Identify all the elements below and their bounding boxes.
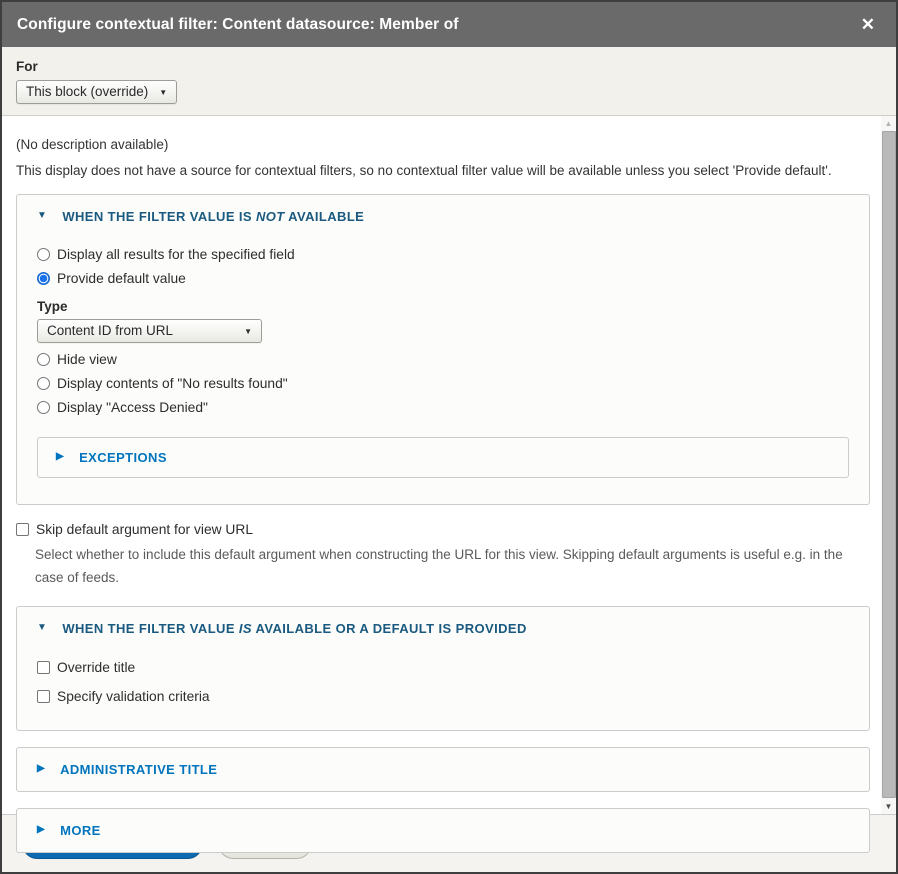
fieldset-exceptions-heading: EXCEPTIONS bbox=[79, 450, 167, 465]
radio-icon[interactable] bbox=[37, 401, 50, 414]
fieldset-more-summary[interactable] bbox=[17, 809, 869, 852]
fieldset-exceptions bbox=[37, 437, 849, 478]
fieldset-available bbox=[16, 606, 870, 731]
vertical-scrollbar[interactable] bbox=[881, 116, 896, 814]
type-label: Type bbox=[37, 299, 68, 314]
radio-hide-view[interactable] bbox=[37, 352, 849, 367]
for-select-value: This block (override) bbox=[26, 84, 149, 99]
caret-right-icon: ▶ bbox=[37, 823, 46, 835]
checkbox-label[interactable]: Skip default argument for view URL bbox=[36, 522, 254, 537]
dialog-title: Configure contextual filter: Content datasource: Member of bbox=[17, 15, 459, 33]
checkbox-specify-validation[interactable] bbox=[37, 689, 849, 704]
radio-icon[interactable] bbox=[37, 248, 50, 261]
radio-display-access-denied[interactable] bbox=[37, 400, 849, 415]
fieldset-not-available-heading: WHEN THE FILTER VALUE IS NOT AVAILABLE bbox=[62, 209, 365, 224]
radio-label[interactable]: Display contents of "No results found" bbox=[57, 376, 288, 391]
fieldset-available-heading: WHEN THE FILTER VALUE IS AVAILABLE OR A DEFAULT IS PROVIDED bbox=[62, 620, 527, 636]
caret-down-icon: ▼ bbox=[37, 210, 48, 221]
radio-provide-default-value[interactable] bbox=[37, 271, 849, 286]
checkbox-label[interactable]: Override title bbox=[57, 659, 136, 675]
radio-checked-icon[interactable] bbox=[37, 272, 50, 285]
skip-default-section bbox=[16, 522, 870, 590]
radio-label[interactable]: Provide default value bbox=[57, 271, 186, 286]
radio-display-all-results[interactable] bbox=[37, 247, 849, 262]
for-section bbox=[2, 47, 896, 116]
close-icon[interactable]: ✕ bbox=[860, 15, 875, 34]
radio-icon[interactable] bbox=[37, 353, 50, 366]
scroll-down-icon[interactable]: ▼ bbox=[884, 802, 893, 811]
fieldset-administrative-title-heading: ADMINISTRATIVE TITLE bbox=[60, 761, 218, 777]
checkbox-skip-default-argument[interactable] bbox=[16, 522, 870, 537]
checkbox-icon[interactable] bbox=[16, 523, 29, 536]
fieldset-not-available-body bbox=[17, 247, 869, 504]
for-label: For bbox=[16, 59, 38, 74]
caret-right-icon: ▶ bbox=[56, 451, 65, 462]
skip-default-description: Select whether to include this default argument when constructing the URL for this view. Skipping default arguments is useful e.g. in the case of feeds. bbox=[35, 547, 843, 585]
fieldset-administrative-title-summary[interactable] bbox=[17, 748, 869, 791]
for-select[interactable] bbox=[16, 80, 177, 104]
scrollbar-thumb[interactable] bbox=[882, 131, 896, 798]
radio-label[interactable]: Hide view bbox=[57, 352, 117, 367]
radio-icon[interactable] bbox=[37, 377, 50, 390]
select-arrow-icon: ▼ bbox=[244, 327, 252, 336]
fieldset-more bbox=[16, 808, 870, 853]
type-select[interactable] bbox=[37, 319, 262, 343]
fieldset-administrative-title bbox=[16, 747, 870, 792]
fieldset-not-available-summary[interactable] bbox=[17, 195, 869, 238]
select-arrow-icon: ▼ bbox=[159, 88, 168, 97]
checkbox-icon[interactable] bbox=[37, 690, 50, 703]
checkbox-label[interactable]: Specify validation criteria bbox=[57, 688, 210, 704]
fieldset-available-summary[interactable] bbox=[17, 607, 869, 650]
scroll-up-icon[interactable]: ▲ bbox=[884, 119, 893, 128]
radio-label[interactable]: Display "Access Denied" bbox=[57, 400, 208, 415]
caret-down-icon: ▼ bbox=[37, 621, 48, 633]
dialog-titlebar bbox=[2, 2, 896, 47]
checkbox-icon[interactable] bbox=[37, 661, 50, 674]
radio-label[interactable]: Display all results for the specified field bbox=[57, 247, 295, 262]
display-note-text: This display does not have a source for contextual filters, so no contextual filter value will be available unless you select 'Provide default'. bbox=[16, 163, 832, 178]
no-description-text: (No description available) bbox=[16, 137, 169, 152]
checkbox-override-title[interactable] bbox=[37, 660, 849, 675]
dialog-body-content bbox=[2, 116, 880, 838]
fieldset-not-available bbox=[16, 194, 870, 505]
caret-right-icon: ▶ bbox=[37, 762, 46, 774]
fieldset-available-body bbox=[17, 660, 869, 730]
dialog-body bbox=[2, 116, 896, 838]
fieldset-exceptions-summary[interactable] bbox=[38, 438, 848, 477]
radio-display-no-results[interactable] bbox=[37, 376, 849, 391]
fieldset-more-heading: MORE bbox=[60, 822, 101, 838]
type-select-value: Content ID from URL bbox=[47, 323, 174, 338]
